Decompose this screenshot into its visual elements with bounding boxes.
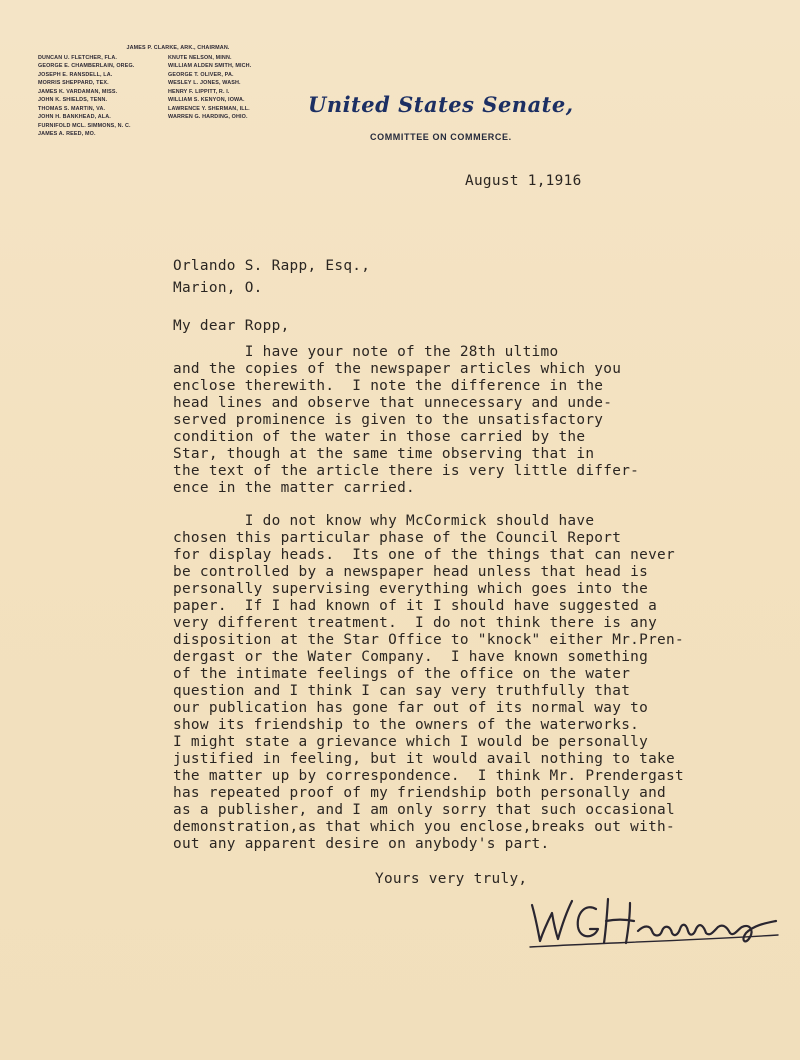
body-line: chosen this particular phase of the Council Report xyxy=(173,530,622,546)
body-line: personally supervising everything which goes into the xyxy=(173,581,649,597)
committee-member: DUNCAN U. FLETCHER, FLA. xyxy=(38,54,118,61)
body-line: has repeated proof of my friendship both personally and xyxy=(173,785,667,801)
salutation: My dear Ropp, xyxy=(173,318,290,334)
body-line: question and I think I can say very truthfully that xyxy=(173,683,631,699)
body-line: paper. If I had known of it I should have suggested a xyxy=(173,598,658,614)
recipient-place: Marion, O. xyxy=(173,280,263,296)
body-line: the matter up by correspondence. I think Mr. Prendergast xyxy=(173,768,684,784)
body-line: ence in the matter carried. xyxy=(173,480,416,496)
body-line: for display heads. Its one of the things that can never xyxy=(173,547,675,563)
committee-member: GEORGE E. CHAMBERLAIN, OREG. xyxy=(38,63,135,69)
body-line: condition of the water in those carried by the xyxy=(173,429,586,445)
body-line: be controlled by a newspaper head unless that head is xyxy=(173,564,649,580)
body-line: very different treatment. I do not think there is any xyxy=(173,615,658,631)
body-line: enclose therewith. I note the difference in the xyxy=(173,378,604,394)
body-line: and the copies of the newspaper articles which you xyxy=(173,361,622,377)
committee-name: COMMITTEE ON COMMERCE. xyxy=(370,132,512,142)
body-line: I have your note of the 28th ultimo xyxy=(173,344,559,360)
committee-chairman: JAMES P. CLARKE, ARK., CHAIRMAN. xyxy=(126,45,230,51)
body-paragraph-1 xyxy=(173,344,639,497)
body-line: the text of the article there is very little differ- xyxy=(173,463,640,479)
body-line: served prominence is given to the unsatisfactory xyxy=(173,412,604,428)
committee-member: KNUTE NELSON, MINN. xyxy=(168,54,232,61)
committee-member: GEORGE T. OLIVER, PA. xyxy=(168,71,234,78)
body-line: demonstration,as that which you enclose,breaks out with- xyxy=(173,819,675,835)
committee-member: WESLEY L. JONES, WASH. xyxy=(168,80,241,86)
body-line: I do not know why McCormick should have xyxy=(173,513,595,529)
committee-member: JOHN K. SHIELDS, TENN. xyxy=(38,97,108,103)
committee-member: MORRIS SHEPPARD, TEX. xyxy=(38,80,109,86)
members-right-column xyxy=(168,54,286,139)
committee-member: JOSEPH E. RANSDELL, LA. xyxy=(38,71,113,78)
body-line: Star, though at the same time observing that in xyxy=(173,446,595,462)
committee-member: WARREN G. HARDING, OHIO. xyxy=(168,114,248,120)
recipient-name: Orlando S. Rapp, Esq., xyxy=(173,258,371,274)
body-line: out any apparent desire on anybody's part. xyxy=(173,836,550,852)
committee-member: JAMES K. VARDAMAN, MISS. xyxy=(38,88,118,95)
closing: Yours very truly, xyxy=(375,871,528,887)
body-paragraph-2 xyxy=(173,513,684,853)
body-line: of the intimate feelings of the office on the water xyxy=(173,666,631,682)
committee-member: WILLIAM ALDEN SMITH, MICH. xyxy=(168,63,252,69)
members-left-column xyxy=(38,54,156,139)
body-line: head lines and observe that unnecessary and unde- xyxy=(173,395,613,411)
body-line: our publication has gone far out of its normal way to xyxy=(173,700,649,716)
body-line: justified in feeling, but it would avail nothing to take xyxy=(173,751,675,767)
body-line: disposition at the Star Office to "knock" either Mr.Pren- xyxy=(173,632,684,648)
committee-member: HENRY F. LIPPITT, R. I. xyxy=(168,88,230,95)
committee-member: JOHN H. BANKHEAD, ALA. xyxy=(38,114,111,120)
body-line: dergast or the Water Company. I have known something xyxy=(173,649,649,665)
committee-member: LAWRENCE Y. SHERMAN, ILL. xyxy=(168,105,250,112)
committee-member-list xyxy=(38,44,288,139)
body-line: I might state a grievance which I would be personally xyxy=(173,734,649,750)
signature-icon xyxy=(510,885,800,955)
committee-member: JAMES A. REED, MO. xyxy=(38,131,96,137)
committee-member: FURNIFOLD MCL. SIMMONS, N. C. xyxy=(38,122,131,129)
committee-member: WILLIAM S. KENYON, IOWA. xyxy=(168,97,245,103)
letter-date: August 1,1916 xyxy=(465,173,582,189)
letterhead-title: United States Senate, xyxy=(308,92,574,117)
body-line: as a publisher, and I am only sorry that such occasional xyxy=(173,802,675,818)
committee-member: THOMAS S. MARTIN, VA. xyxy=(38,105,106,112)
body-line: show its friendship to the owners of the waterworks. xyxy=(173,717,640,733)
